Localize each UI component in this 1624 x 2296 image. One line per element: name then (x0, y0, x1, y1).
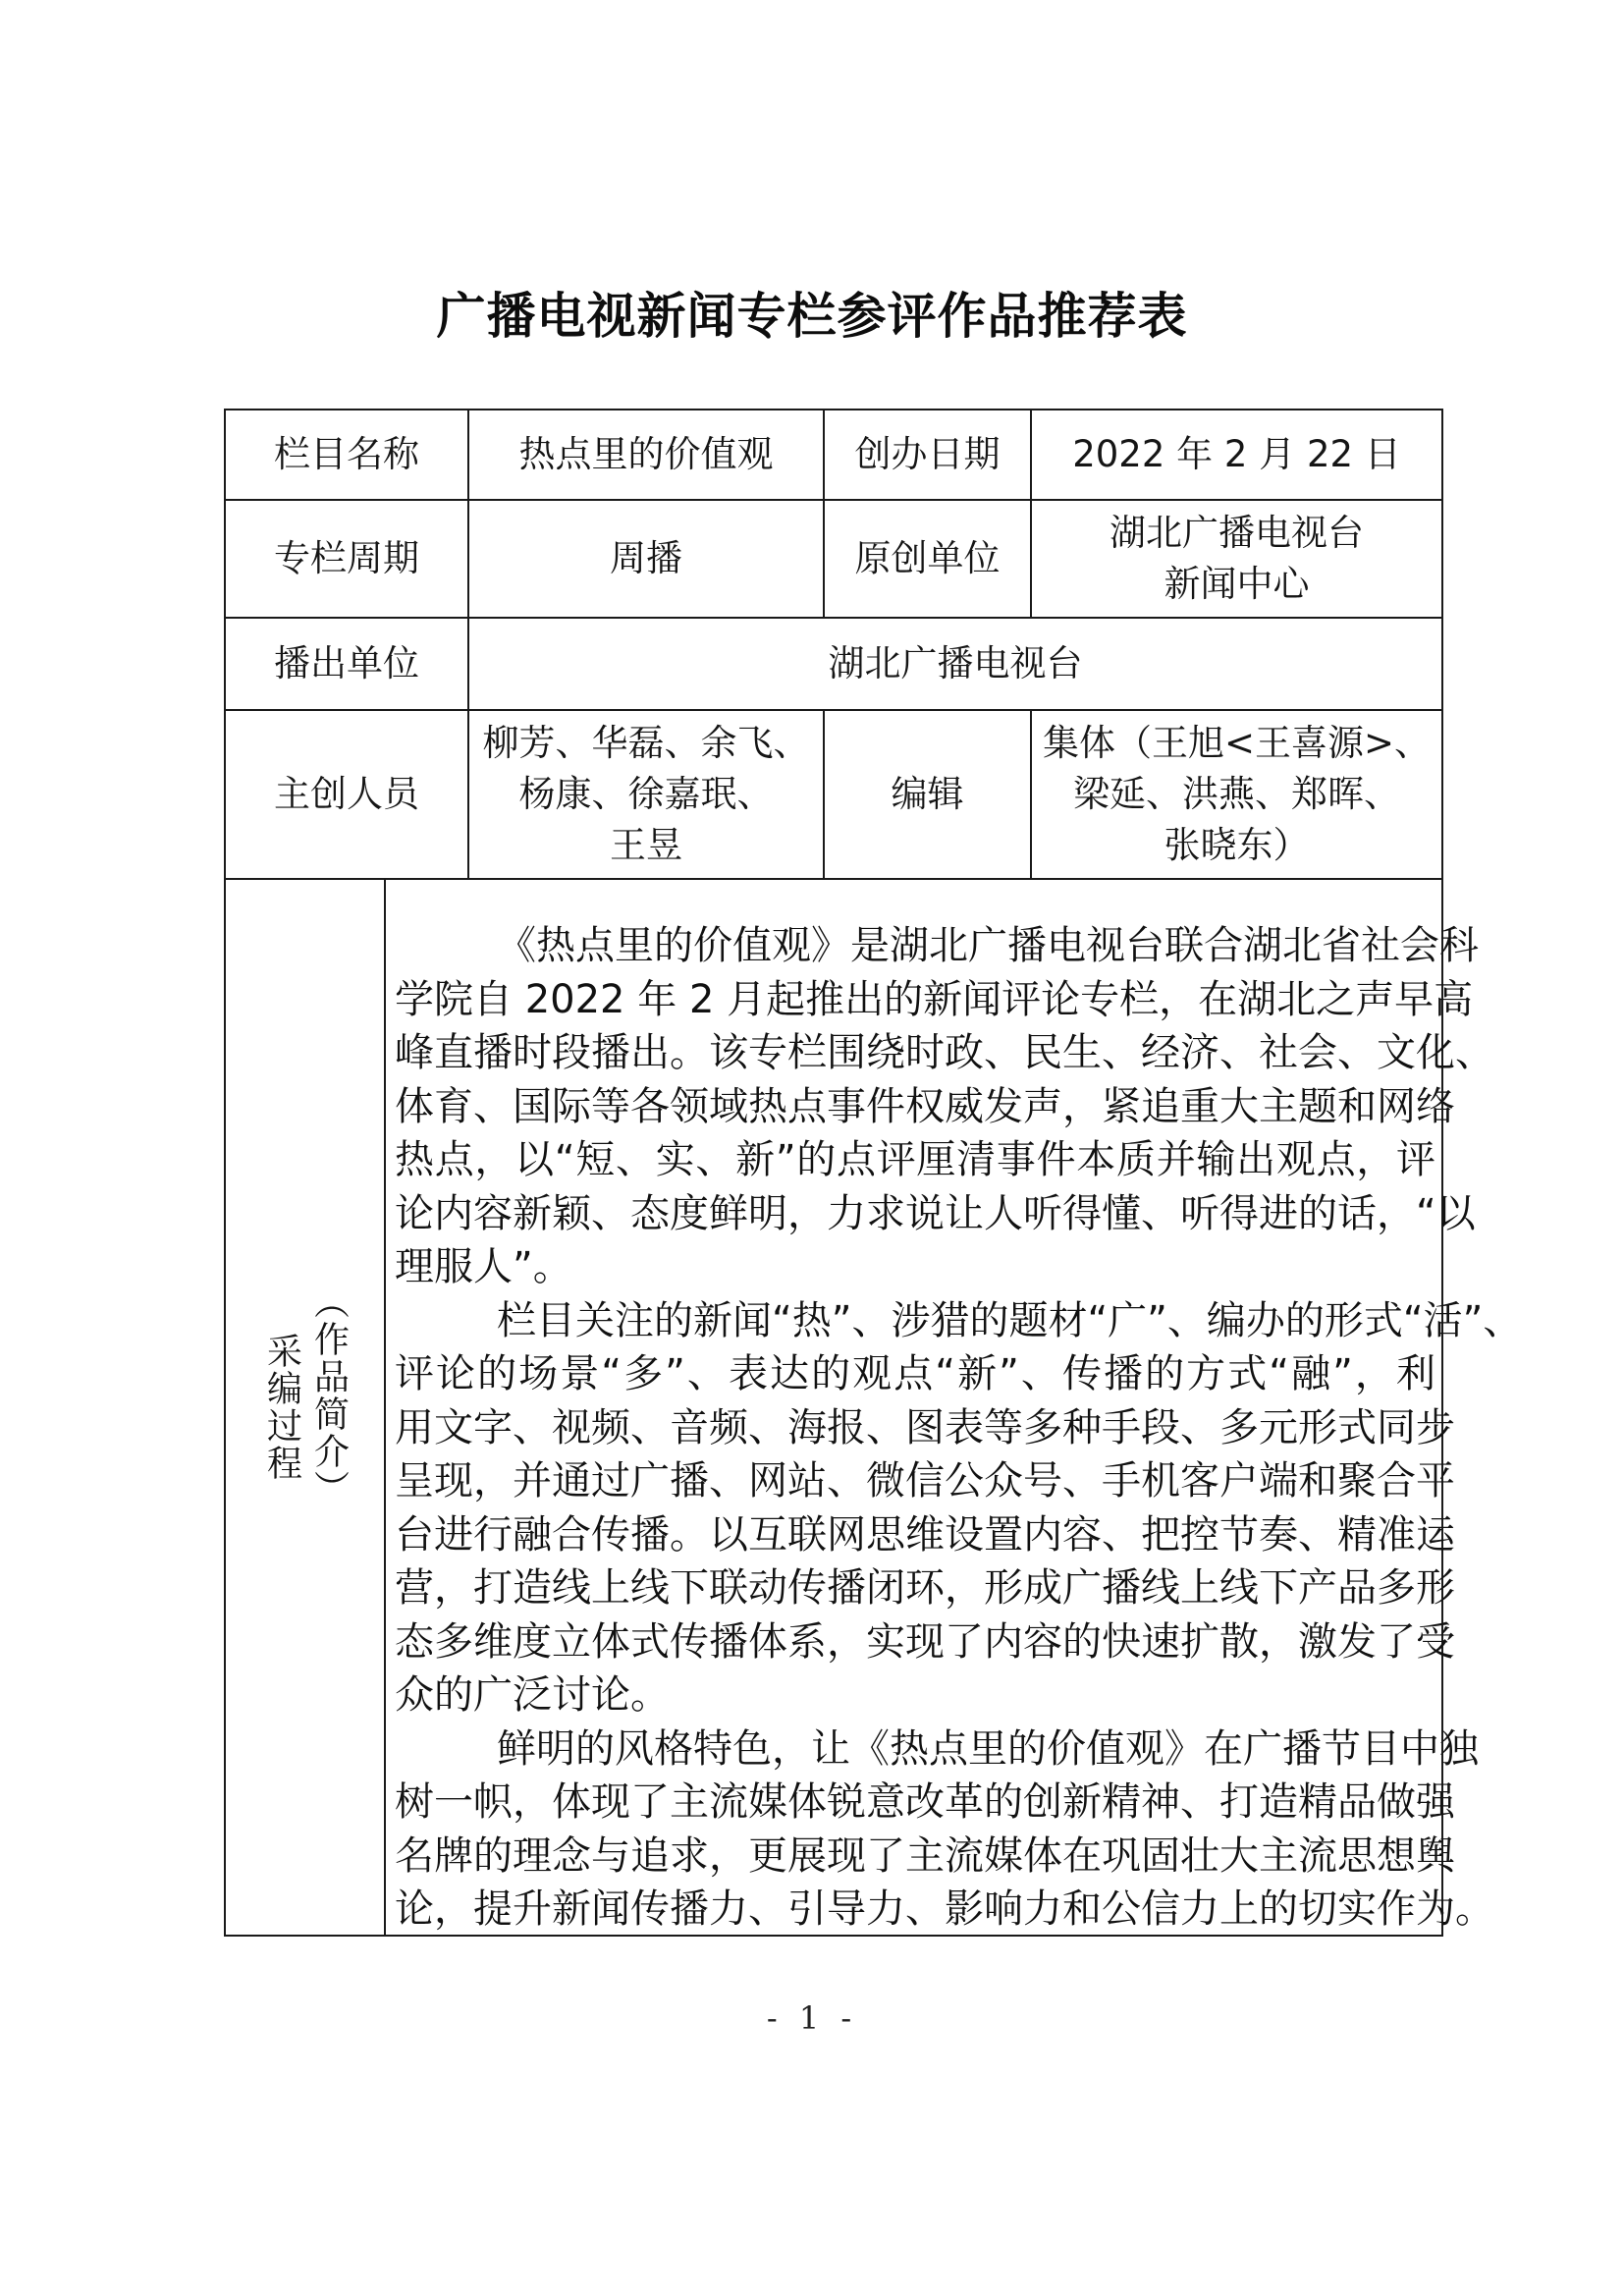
table-row-broadcast-unit (226, 619, 1441, 711)
page-title: 广播电视新闻专栏参评作品推荐表 (436, 288, 1188, 345)
value-column-name: 热点里的价值观 (469, 410, 825, 499)
creator-line: 王昱 (610, 824, 682, 866)
editor-line: 梁延、洪燕、郑晖、 (1073, 773, 1400, 815)
creator-line: 杨康、徐嘉珉、 (518, 773, 774, 815)
description-line: 论，提升新闻传播力、引导力、影响力和公信力上的切实作为。 (395, 1886, 1494, 1932)
label-column-cycle: 专栏周期 (226, 501, 469, 617)
description-line: 栏目关注的新闻“热”、涉猎的题材“广”、编办的形式“活”、 (497, 1297, 1523, 1343)
page-number: - 1 - (766, 1999, 858, 2037)
recommendation-form-table (224, 409, 1523, 1937)
table-row-description (226, 880, 1523, 1935)
work-description (395, 919, 1523, 1937)
description-line: 呈现，并通过广播、网站、微信公众号、手机客户端和聚合平 (395, 1458, 1455, 1503)
value-main-creators (469, 711, 825, 878)
description-line: 《热点里的价值观》是湖北广播电视台联合湖北省社会科 (497, 923, 1479, 968)
table-row-cycle (226, 501, 1441, 619)
description-line: 用文字、视频、音频、海报、图表等多种手段、多元形式同步 (395, 1404, 1455, 1450)
creator-line: 柳芳、华磊、余飞、 (482, 722, 810, 764)
value-editor (1032, 711, 1441, 878)
table-row-staff (226, 711, 1441, 880)
label-editor: 编辑 (825, 711, 1032, 878)
label-editing-process (226, 880, 386, 1935)
label-original-unit: 原创单位 (825, 501, 1032, 617)
description-line: 营，打造线上线下联动传播闭环，形成广播线上线下产品多形 (395, 1565, 1455, 1611)
label-main-creators: 主创人员 (226, 711, 469, 878)
label-work-intro: （作品简介） (308, 1284, 350, 1507)
label-editing-process-main: 采编过程 (261, 1333, 302, 1482)
value-column-cycle: 周播 (469, 501, 825, 617)
label-broadcast-unit: 播出单位 (226, 619, 469, 709)
description-line: 名牌的理念与追求，更展现了主流媒体在巩固壮大主流思想舆 (395, 1832, 1455, 1879)
description-line: 峰直播时段播出。该专栏围绕时政、民生、经济、社会、文化、 (395, 1030, 1494, 1075)
description-line: 台进行融合传播。以互联网思维设置内容、把控节奏、精准运 (395, 1511, 1455, 1558)
original-unit-line: 新闻中心 (1164, 563, 1310, 605)
value-founding-date: 2022 年 2 月 22 日 (1072, 433, 1401, 475)
description-line: 热点，以“短、实、新”的点评厘清事件本质并输出观点，评 (395, 1137, 1435, 1182)
editor-line: 集体（王旭<王喜源>、 (1042, 722, 1431, 764)
label-column-name: 栏目名称 (226, 410, 469, 499)
description-line: 态多维度立体式传播体系，实现了内容的快速扩散，激发了受 (395, 1618, 1455, 1665)
description-line: 树一帜，体现了主流媒体锐意改革的创新精神、打造精品做强 (395, 1779, 1455, 1825)
value-broadcast-unit: 湖北广播电视台 (828, 642, 1083, 684)
label-founding-date: 创办日期 (825, 410, 1032, 499)
description-line: 众的广泛讨论。 (395, 1672, 670, 1718)
value-original-unit (1032, 501, 1441, 617)
description-line: 评论的场景“多”、表达的观点“新”、传播的方式“融”，利 (395, 1351, 1435, 1396)
description-line: 体育、国际等各领域热点事件权威发声，紧追重大主题和网络 (395, 1083, 1455, 1129)
description-line: 学院自 2022 年 2 月起推出的新闻评论专栏，在湖北之声早高 (395, 976, 1474, 1022)
description-line: 鲜明的风格特色，让《热点里的价值观》在广播节目中独 (497, 1725, 1479, 1772)
editor-line: 张晓东） (1164, 824, 1310, 866)
description-line: 理服人”。 (395, 1244, 572, 1289)
original-unit-line: 湖北广播电视台 (1110, 512, 1364, 554)
description-line: 论内容新颖、态度鲜明，力求说让人听得懂、听得进的话，“以 (395, 1190, 1476, 1236)
table-row-column-name (226, 410, 1441, 501)
